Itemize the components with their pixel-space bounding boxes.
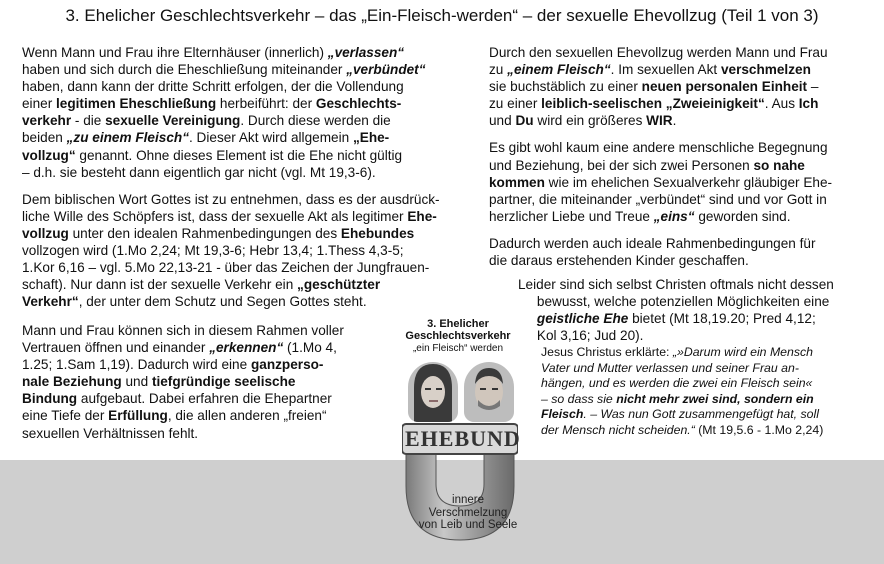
page-title: 3. Ehelicher Geschlechtsverkehr – das „Ein-Fleisch-werden“ – der sexuelle Ehevollzug (Teil 1 von 3) — [65, 6, 819, 25]
paragraph-7: Leider sind sich selbst Christen oftmals nicht dessen bewusst, welche potenziellen Möglichkeiten eine geistliche Ehe bietet (Mt 18,19.20; Pred 4,12; Kol 3,16; Jud 20). — [518, 277, 834, 344]
left-column — [22, 44, 467, 320]
paragraph-1: Wenn Mann und Frau ihre Elternhäuser (innerlich) „verlassen“ haben und sich durch die Eheschließung miteinander „verbündet“ haben, dann kann der dritte Schritt erfolgen, der die Vollendung einer legitimen Eheschließung herbeiführt: der Geschlechts- verkehr - die sexuelle Vereinigung. Durch diese werden die beiden „zu einem Fleisch“. Dieser Akt wird allgemein „Ehe- vollzug“ genannt. Ohne dieses Element ist die Ehe nicht gültig – d.h. sie besteht dann eigentlich gar nicht (vgl. Mt 19,3-6). — [22, 45, 426, 180]
paragraph-5: Es gibt wohl kaum eine andere menschliche Begegnung und Beziehung, bei der sich zwei Personen so nahe kommen wie im ehelichen Sexualverkehr gläubiger Ehe- partner, die miteinander „verbündet“ sind und vor Gott in herzlicher Liebe und Treue „eins“ geworden sind. — [489, 140, 833, 224]
man-portrait — [464, 362, 514, 422]
emblem-subtitle: „ein Fleisch“ werden — [412, 343, 504, 354]
woman-portrait — [408, 362, 458, 422]
ehebund-label: EHEBUND — [405, 426, 521, 451]
paragraph-6: Dadurch werden auch ideale Rahmenbedingungen für die daraus erstehenden Kinder geschaffen. — [489, 235, 816, 269]
emblem-caption: innere Verschmelzung von Leib und Seele — [418, 494, 518, 531]
right-column — [489, 44, 861, 279]
emblem-title: 3. Ehelicher Geschlechtsverkehr — [405, 318, 511, 342]
paragraph-3: Mann und Frau können sich in diesem Rahmen voller Vertrauen öffnen und einander „erkennen“ (1.Mo 4, 1.25; 1.Sam 1,19). Dadurch wird eine ganzperso- nale Beziehung und tiefgründige seelische Bindung aufgebaut. Dabei erfahren die Ehepartner eine Tiefe der Erfüllung, die allen anderen „freien“ sexuellen Verhältnissen fehlt. — [22, 323, 344, 441]
paragraph-4: Durch den sexuellen Ehevollzug werden Mann und Frau zu „einem Fleisch“. Im sexuellen Akt verschmelzen sie buchstäblich zu einer neuen personalen Einheit – zu einer leiblich-seelischen „Zweieinigkeit“. Aus Ich und Du wird ein größeres WIR. — [489, 45, 828, 129]
quote-paragraph: Jesus Christus erklärte: „»Darum wird ein Mensch Vater und Mutter verlassen und seiner Frau an- hängen, und es werden die zwei ein Fleisch sein« – so dass sie nicht mehr zwei sind, sondern ein Fleisch. – Was nun Gott zusammengefügt hat, soll der Mensch nicht scheiden.“ (Mt 19,5.6 - 1.Mo 2,24) — [541, 345, 824, 437]
paragraph-2: Dem biblischen Wort Gottes ist zu entnehmen, dass es der ausdrück- liche Wille des Schöpfers ist, dass der sexuelle Akt als legitimer Ehe- vollzug unter den idealen Rahmenbedingungen des Ehebundes vollzogen wird (1.Mo 2,24; Mt 19,3-6; Hebr 13,4; 1.Thess 4,3-5; 1.Kor 6,16 – vgl. 5.Mo 22,13-21 - über das Zeichen der Jungfrauen- schaft). Nur dann ist der sexuelle Verkehr ein „geschützter Verkehr“, der unter dem Schutz und Segen Gottes steht. — [22, 191, 440, 310]
